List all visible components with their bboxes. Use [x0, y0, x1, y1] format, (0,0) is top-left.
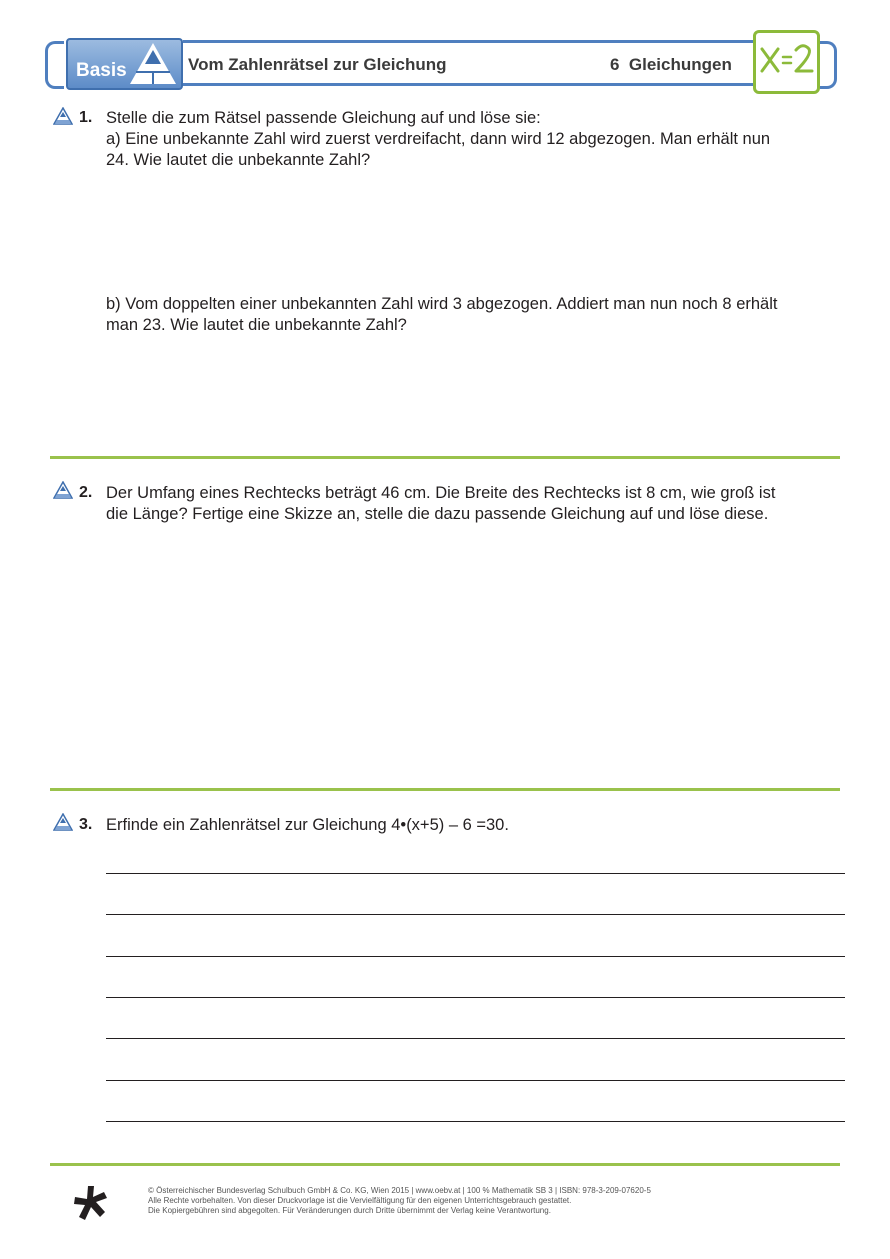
- task-2-number: 2.: [79, 484, 93, 501]
- task-1-intro: Stelle die zum Rätsel passende Gleichung auf und löse sie:: [106, 109, 541, 127]
- header-bracket-right: [820, 41, 837, 89]
- writing-line: [106, 1121, 845, 1122]
- writing-line: [106, 1080, 845, 1081]
- copyright-line-3: Die Kopiergebühren sind abgegolten. Für Veränderungen durch Dritte übernimmt der Verlag keine Verantwortung.: [148, 1206, 551, 1215]
- worksheet-title: Vom Zahlenrätsel zur Gleichung: [188, 55, 447, 74]
- footer-divider: [50, 1163, 840, 1166]
- copyright-line-1: © Österreichischer Bundesverlag Schulbuch GmbH & Co. KG, Wien 2015 | www.oebv.at | 100 % Mathematik SB 3 | ISBN: 978-3-209-07620-5: [148, 1186, 651, 1195]
- task-1a-line-1: a) Eine unbekannte Zahl wird zuerst verdreifacht, dann wird 12 abgezogen. Man erhält nun: [106, 130, 771, 148]
- writing-line: [106, 956, 845, 957]
- pyramid-icon: [126, 40, 180, 88]
- section-divider: [50, 456, 840, 459]
- task-1b-line-1: b) Vom doppelten einer unbekannten Zahl wird 3 abgezogen. Addiert man nun noch 8 erhält: [106, 295, 778, 313]
- equation-badge: [753, 30, 820, 94]
- writing-line: [106, 914, 845, 915]
- x-equals-2-icon: [756, 33, 817, 91]
- task-1-number: 1.: [79, 109, 93, 126]
- task-1a-line-2: 24. Wie lautet die unbekannte Zahl?: [106, 151, 371, 169]
- task-2-line-1: Der Umfang eines Rechtecks beträgt 46 cm. Die Breite des Rechtecks ist 8 cm, wie groß ist: [106, 484, 776, 502]
- task-2-line-2: die Länge? Fertige eine Skizze an, stelle die dazu passende Gleichung auf und löse diese.: [106, 505, 769, 523]
- level-label: Basis: [76, 60, 127, 81]
- task-3-line-1: Erfinde ein Zahlenrätsel zur Gleichung 4•(x+5) – 6 =30.: [106, 816, 509, 834]
- header-rule-top: [183, 40, 753, 43]
- writing-line: [106, 997, 845, 998]
- pyramid-level-icon: [53, 481, 73, 499]
- writing-line: [106, 1038, 845, 1039]
- copyright-notice: [148, 1186, 651, 1216]
- pyramid-level-icon: [53, 813, 73, 831]
- task-1b-line-2: man 23. Wie lautet die unbekannte Zahl?: [106, 316, 407, 334]
- header-bracket-left: [45, 41, 64, 89]
- header-rule-bottom: [183, 83, 753, 86]
- chapter-label: 6 Gleichungen: [610, 55, 732, 74]
- writing-line: [106, 873, 845, 874]
- publisher-logo-icon: [72, 1184, 110, 1222]
- task-3-number: 3.: [79, 816, 93, 833]
- pyramid-level-icon: [53, 107, 73, 125]
- copyright-line-2: Alle Rechte vorbehalten. Von dieser Druckvorlage ist die Vervielfältigung für den eigenen Unterrichtsgebrauch gestattet.: [148, 1196, 572, 1205]
- section-divider: [50, 788, 840, 791]
